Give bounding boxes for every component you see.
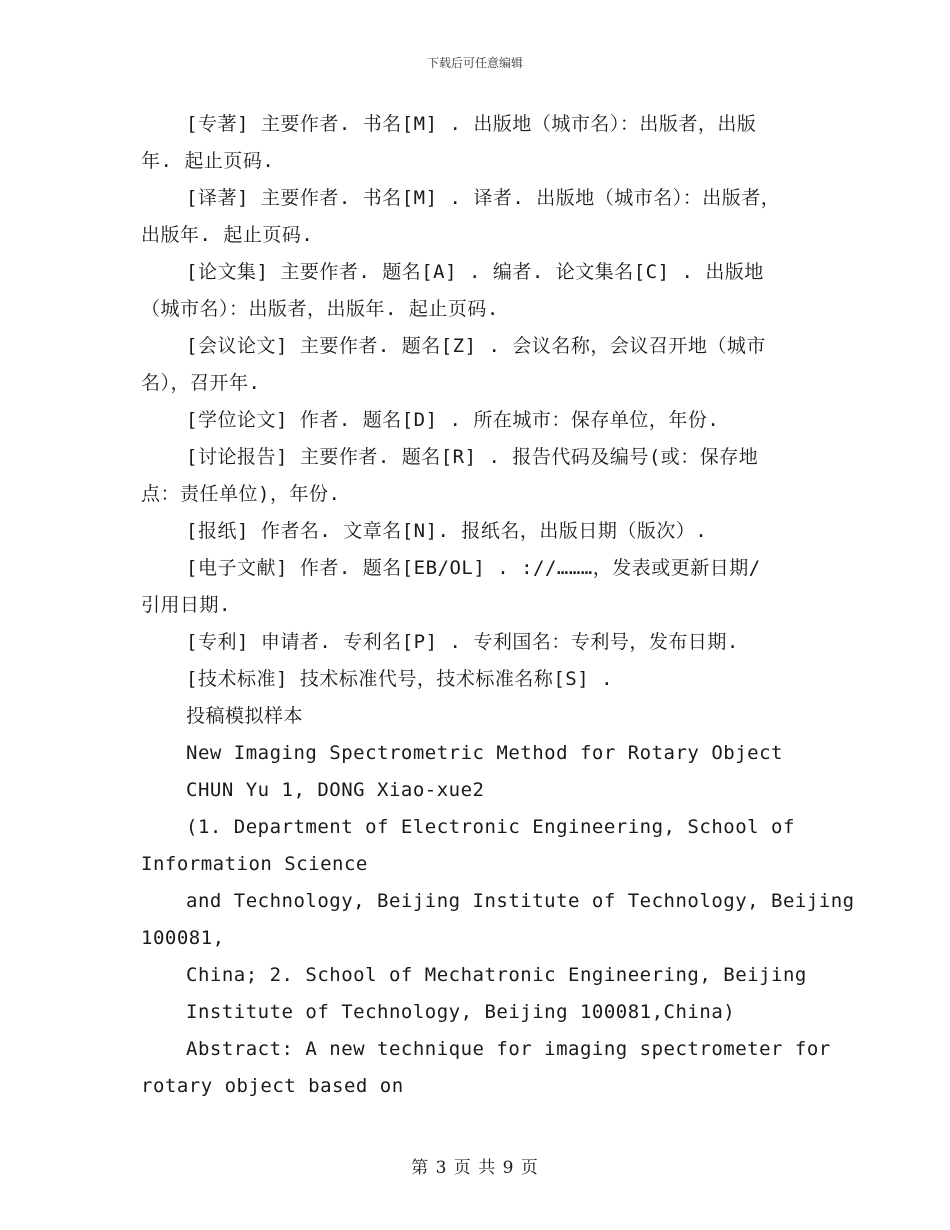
ref-conference-line-1: [会议论文] 主要作者. 题名[Z] . 会议名称，会议召开地（城市 [186, 335, 766, 357]
affiliation-line-4: 100081, [141, 927, 225, 949]
ref-translation-line-2: 出版年. 起止页码. [141, 224, 314, 246]
ref-monograph-line-2: 年. 起止页码. [141, 150, 275, 172]
ref-proceedings-line-2: （城市名）：出版者，出版年. 起止页码. [141, 298, 499, 320]
ref-report-line-1: [讨论报告] 主要作者. 题名[R] . 报告代码及编号(或：保存地 [186, 446, 759, 468]
ref-thesis-line: [学位论文] 作者. 题名[D] . 所在城市：保存单位，年份. [186, 409, 720, 431]
abstract-line-2: rotary object based on [141, 1075, 404, 1097]
ref-proceedings-line-1: [论文集] 主要作者. 题名[A] . 编者. 论文集名[C] . 出版地 [186, 261, 764, 283]
ref-electronic-line-1: [电子文献] 作者. 题名[EB/OL] . ://………，发表或更新日期/ [186, 557, 761, 579]
ref-newspaper-line: [报纸] 作者名. 文章名[N]. 报纸名，出版日期（版次）. [186, 520, 708, 542]
ref-monograph-line-1: [专著] 主要作者. 书名[M] . 出版地（城市名）：出版者，出版 [186, 113, 757, 135]
ref-electronic-line-2: 引用日期. [141, 594, 231, 616]
body-text [141, 106, 855, 1105]
sample-heading: 投稿模拟样本 [186, 705, 304, 727]
affiliation-line-1: (1. Department of Electronic Engineering, School of [186, 816, 795, 838]
ref-translation-line-1: [译著] 主要作者. 书名[M] . 译者. 出版地（城市名）：出版者， [186, 187, 781, 209]
affiliation-line-3: and Technology, Beijing Institute of Technology, Beijing [186, 890, 855, 912]
ref-conference-line-2: 名），召开年. [141, 372, 261, 394]
affiliation-line-5: China; 2. School of Mechatronic Engineering, Beijing [186, 964, 807, 986]
affiliation-line-6: Institute of Technology, Beijing 100081,China) [186, 1001, 736, 1023]
ref-patent-line: [专利] 申请者. 专利名[P] . 专利国名：专利号，发布日期. [186, 631, 739, 653]
paper-authors: CHUN Yu 1, DONG Xiao-xue2 [186, 779, 485, 801]
paper-title: New Imaging Spectrometric Method for Rotary Object [186, 742, 783, 764]
ref-report-line-2: 点：责任单位)，年份. [141, 483, 341, 505]
affiliation-line-2: Information Science [141, 853, 368, 875]
header-note: 下载后可任意编辑 [426, 56, 523, 70]
ref-standard-line: [技术标准] 技术标准代号，技术标准名称[S] . [186, 668, 614, 690]
page-footer: 第 3 页 共 9 页 [411, 1158, 539, 1178]
abstract-line-1: Abstract: A new technique for imaging spectrometer for [186, 1038, 831, 1060]
